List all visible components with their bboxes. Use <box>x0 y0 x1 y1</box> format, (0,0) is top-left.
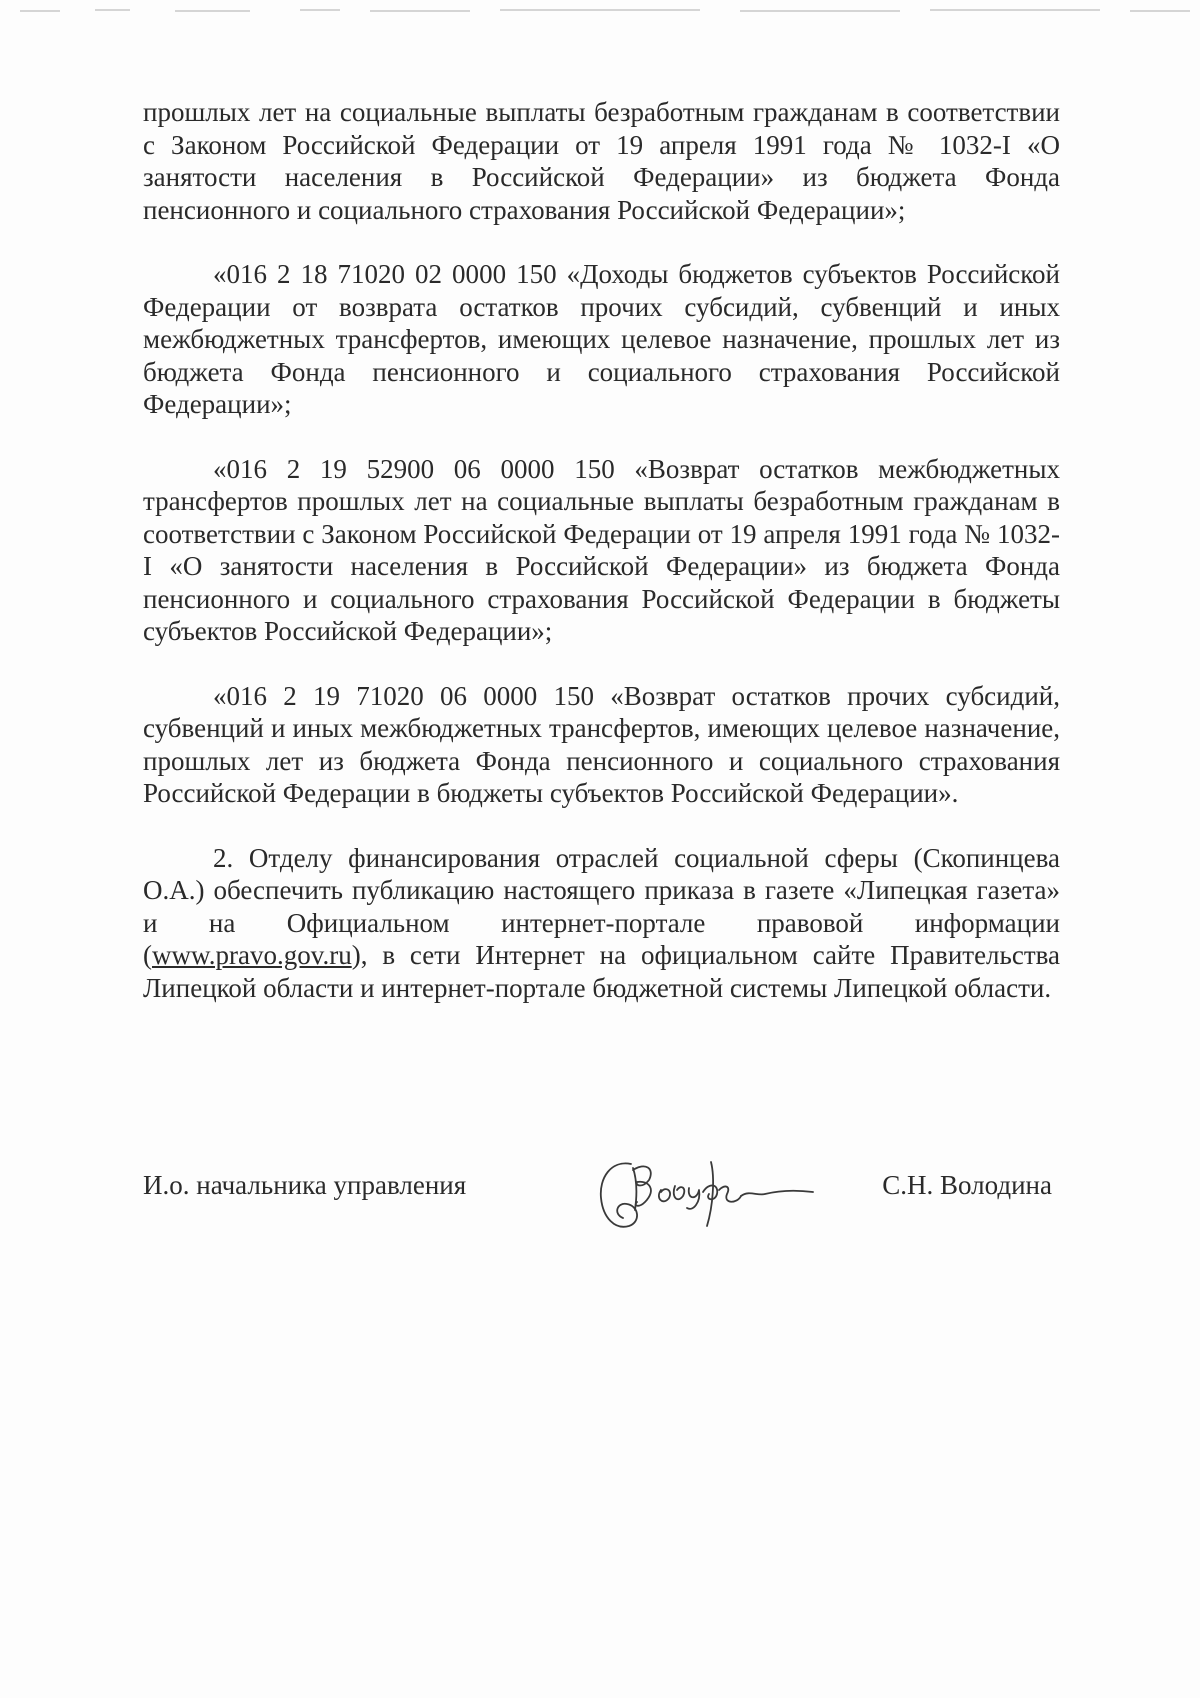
handwritten-signature <box>593 1146 823 1236</box>
signatory-position: И.о. начальника управления <box>143 1170 467 1200</box>
paragraph-item-2 <box>143 842 1060 1005</box>
scan-edge-artifact <box>0 8 1200 14</box>
paragraph-code-016-2-19-71020: «016 2 19 71020 06 0000 150 «Возврат остатков прочих субсидий, субвенций и иных межбюджетных трансфертов, имеющих целевое назначение, прошлых лет из бюджета Фонда пенсионного и социального страхования Российской Федерации в бюджеты субъектов Российской Федерации». <box>143 680 1060 808</box>
signature-block <box>143 1146 1060 1236</box>
document-body <box>143 96 1060 1004</box>
item2-text-before: 2. Отделу финансирования отраслей социальной сферы (Скопинцева О.А.) обеспечить публикацию настоящего приказа в газете «Липецкая газета» и на Официальном интернет-портале правовой информации ( <box>143 842 1060 970</box>
paragraph-code-016-2-19-52900: «016 2 19 52900 06 0000 150 «Возврат остатков межбюджетных трансфертов прошлых лет на социальные выплаты безработным гражданам в соответствии с Законом Российской Федерации от 19 апреля 1991 года № 1032-I «О занятости населения в Российской Федерации» из бюджета Фонда пенсионного и социального страхования Российской Федерации в бюджеты субъектов Российской Федерации»; <box>143 453 1060 646</box>
paragraph-continuation: прошлых лет на социальные выплаты безработным гражданам в соответствии с Законом Российской Федерации от 19 апреля 1991 года № 1032-I «О занятости населения в Российской Федерации» из бюджета Фонда пенсионного и социального страхования Российской Федерации»; <box>143 97 1060 225</box>
signatory-name: С.Н. Володина <box>882 1170 1052 1200</box>
item2-text-after: ), в сети Интернет на официальном сайте Правительства Липецкой области и интернет-портале бюджетной системы Липецкой области. <box>143 940 1060 1003</box>
pravo-gov-link[interactable]: www.pravo.gov.ru <box>152 940 352 970</box>
paragraph-code-016-2-18-71020: «016 2 18 71020 02 0000 150 «Доходы бюджетов субъектов Российской Федерации от возврата остатков прочих субсидий, субвенций и иных межбюджетных трансфертов, имеющих целевое назначение, прошлых лет из бюджета Фонда пенсионного и социального страхования Российской Федерации»; <box>143 259 1060 419</box>
